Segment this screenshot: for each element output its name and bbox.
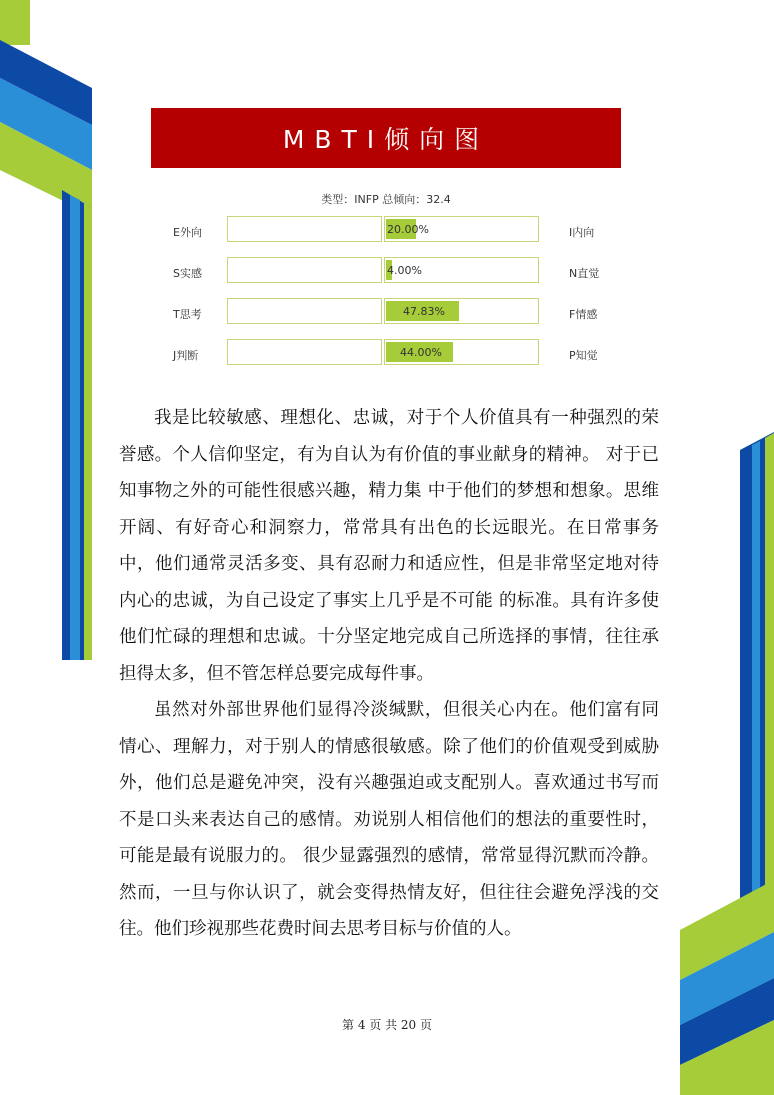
chart-box-left	[227, 298, 382, 324]
chart-data-label: 20.00%	[387, 223, 429, 236]
paragraph-2: 虽然对外部世界他们显得冷淡缄默，但很关心内在。他们富有同情心、理解力，对于别人的情感很敏感。除了他们的价值观受到威胁外，他们总是避免冲突，没有兴趣强迫或支配别人。喜欢通过书写而不是口头来表达自己的感情。劝说别人相信他们的想法的重要性时，可能是最有说服力的。 很少显露强烈的感情，常常显得沉默而冷静。然而，一旦与你认识了，就会变得热情友好，但往往会避免浮浅的交往。他们珍视那些花费时间去思考目标与价值的人。	[119, 700, 659, 939]
paragraph-1: 我是比较敏感、理想化、忠诚，对于个人价值具有一种强烈的荣誉感。个人信仰坚定，有为自认为有价值的事业献身的精神。 对于已知事物之外的可能性很感兴趣，精力集 中于他们的梦想和想象。思维开阔、有好奇心和洞察力，常常具有出色的长远眼光。在日常事务中，他们通常灵活多变、具有忍耐力和适应性，但是非常坚定地对待内心的忠诚，为自己设定了事实上几乎是不可能 的标准。具有许多使他们忙碌的理想和忠诚。十分坚定地完成自己所选择的事情，往往承担得太多，但不管怎样总要完成每件事。	[119, 408, 659, 684]
chart-label-left: S实感	[173, 267, 202, 280]
chart-row	[0, 216, 774, 244]
chart-label-right: I内向	[569, 226, 595, 239]
chart-box-left	[227, 339, 382, 365]
chart-data-label: 4.00%	[387, 264, 422, 277]
body-text	[119, 400, 659, 948]
chart-label-left: J判断	[173, 349, 199, 362]
chart-label-left: T思考	[173, 308, 202, 321]
chart-label-right: P知觉	[569, 349, 598, 362]
chart-data-label: 44.00%	[400, 346, 442, 359]
chart-box-left	[227, 216, 382, 242]
chart-box-right	[384, 257, 539, 283]
chart-subtitle: 类型：INFP 总倾向：32.4	[321, 193, 451, 206]
chart-box-right	[384, 216, 539, 242]
chart-label-left: E外向	[173, 226, 202, 239]
chart-label-right: N直觉	[569, 267, 600, 280]
chart-box-right	[384, 298, 539, 324]
title-banner	[151, 108, 621, 168]
stripe-left-vertical-green	[0, 0, 30, 45]
chart-box-right	[384, 339, 539, 365]
chart-box-left	[227, 257, 382, 283]
chart-data-label: 47.83%	[403, 305, 445, 318]
stripe-right-vertical-sky	[752, 441, 760, 900]
chart-row	[0, 339, 774, 367]
page-footer: 第 4 页 共 20 页	[342, 1018, 432, 1032]
page-title: MBTI倾向图	[282, 125, 490, 154]
stripe-right-vertical-green	[765, 433, 774, 900]
chart-row	[0, 257, 774, 285]
chart-row	[0, 298, 774, 326]
chart-label-right: F情感	[569, 308, 598, 321]
